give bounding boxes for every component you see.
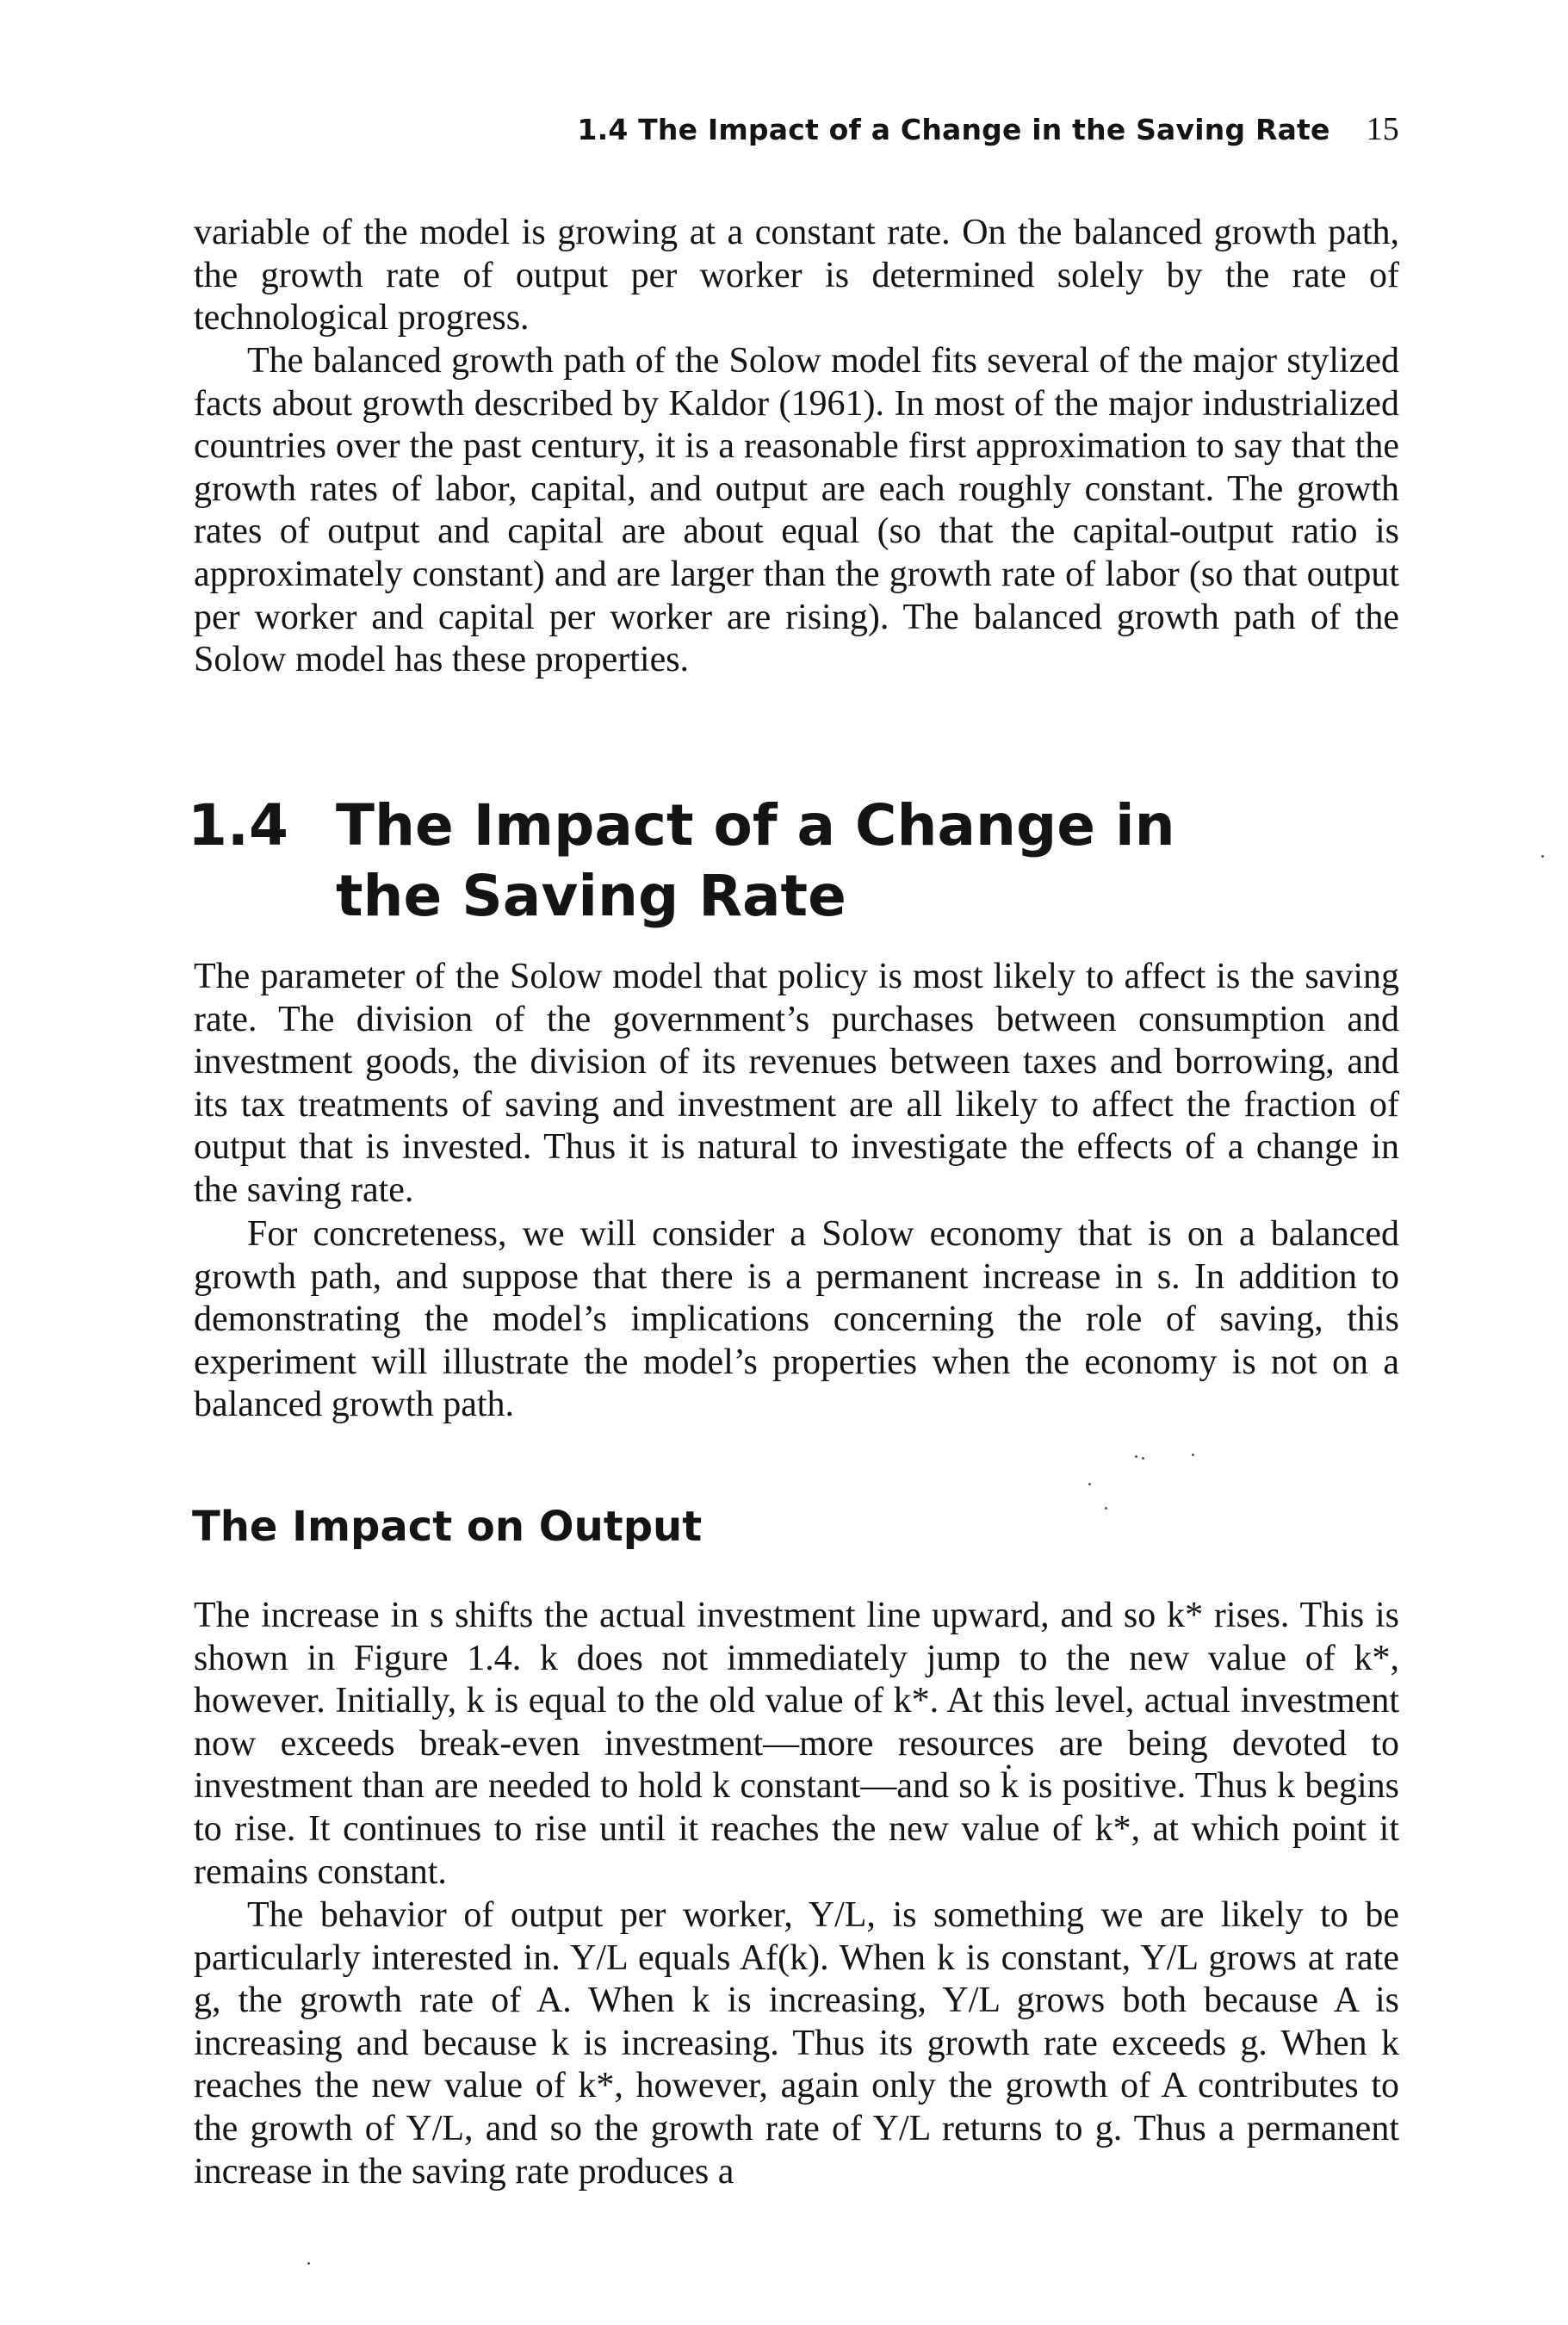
section-number: 1.4 bbox=[188, 792, 288, 859]
subsection-paragraph-1: The increase in s shifts the actual investment line upward, and so k* rises. This is shown in Figure 1.4. k does not immediately jump to the new value of k*, however. Initially, k is equal to the old value of k*. At this level, actual investment now exceeds break-even investment—more resources are being devoted to investment than are needed to hold k constant—and so k̇ is positive. Thus k begins to rise. It continues to rise until it reaches the new value of k*, at which point it remains constant. bbox=[194, 1596, 1399, 1892]
running-head bbox=[194, 110, 1399, 148]
subsection-heading: The Impact on Output bbox=[192, 1503, 703, 1551]
section-paragraph-2: For concreteness, we will consider a Solow economy that is on a balanced growth path, and suppose that there is a permanent increase in s. In addition to demonstrating the model’s implications concerning the role of saving, this experiment will illustrate the model’s properties when the economy is not on a balanced growth path. bbox=[194, 1214, 1399, 1425]
page-number: 15 bbox=[1366, 111, 1399, 147]
section-heading bbox=[188, 790, 1393, 932]
scan-speck bbox=[1541, 855, 1544, 858]
intro-paragraph-2: The balanced growth path of the Solow model fits several of the major stylized facts about growth described by Kaldor (1961). In most of the major industrialized countries over the past century, it is a reasonable first approximation to say that the growth rates of labor, capital, and output are each roughly constant. The growth rates of output and capital are about equal (so that the capital-output ratio is approximately constant) and are larger than the growth rate of labor (so that output per worker and capital per worker are rising). The balanced growth path of the Solow model has these properties. bbox=[194, 341, 1399, 680]
running-head-title: 1.4 The Impact of a Change in the Saving Rate bbox=[577, 113, 1330, 146]
scan-speck bbox=[1192, 1454, 1194, 1456]
scan-speck bbox=[1135, 1455, 1137, 1458]
section-paragraph-1: The parameter of the Solow model that policy is most likely to affect is the saving rate. The division of the government’s purchases between consumption and investment goods, the division of its revenues between taxes and borrowing, and its tax treatments of saving and investment are all likely to affect the fraction of output that is invested. Thus it is natural to investigate the effects of a change in the saving rate. bbox=[194, 957, 1399, 1210]
subsection-paragraph-2: The behavior of output per worker, Y/L, is something we are likely to be particularly interested in. Y/L equals Af(k). When k is constant, Y/L grows at rate g, the growth rate of A. When k is increasing, Y/L grows both because A is increasing and because k is increasing. Thus its growth rate exceeds g. When k reaches the new value of k*, however, again only the growth of A contributes to the growth of Y/L, and so the growth rate of Y/L returns to g. Thus a permanent increase in the saving rate produces a bbox=[194, 1895, 1399, 2192]
intro-paragraph-1: variable of the model is growing at a constant rate. On the balanced growth path, the growth rate of output per worker is determined solely by the rate of technological progress. bbox=[194, 213, 1399, 338]
scan-speck bbox=[1088, 1483, 1091, 1485]
section-title: The Impact of a Change in the Saving Rate bbox=[336, 792, 1175, 929]
scan-speck bbox=[307, 2262, 310, 2265]
scan-speck bbox=[1105, 1507, 1107, 1510]
scan-speck bbox=[1142, 1457, 1144, 1460]
